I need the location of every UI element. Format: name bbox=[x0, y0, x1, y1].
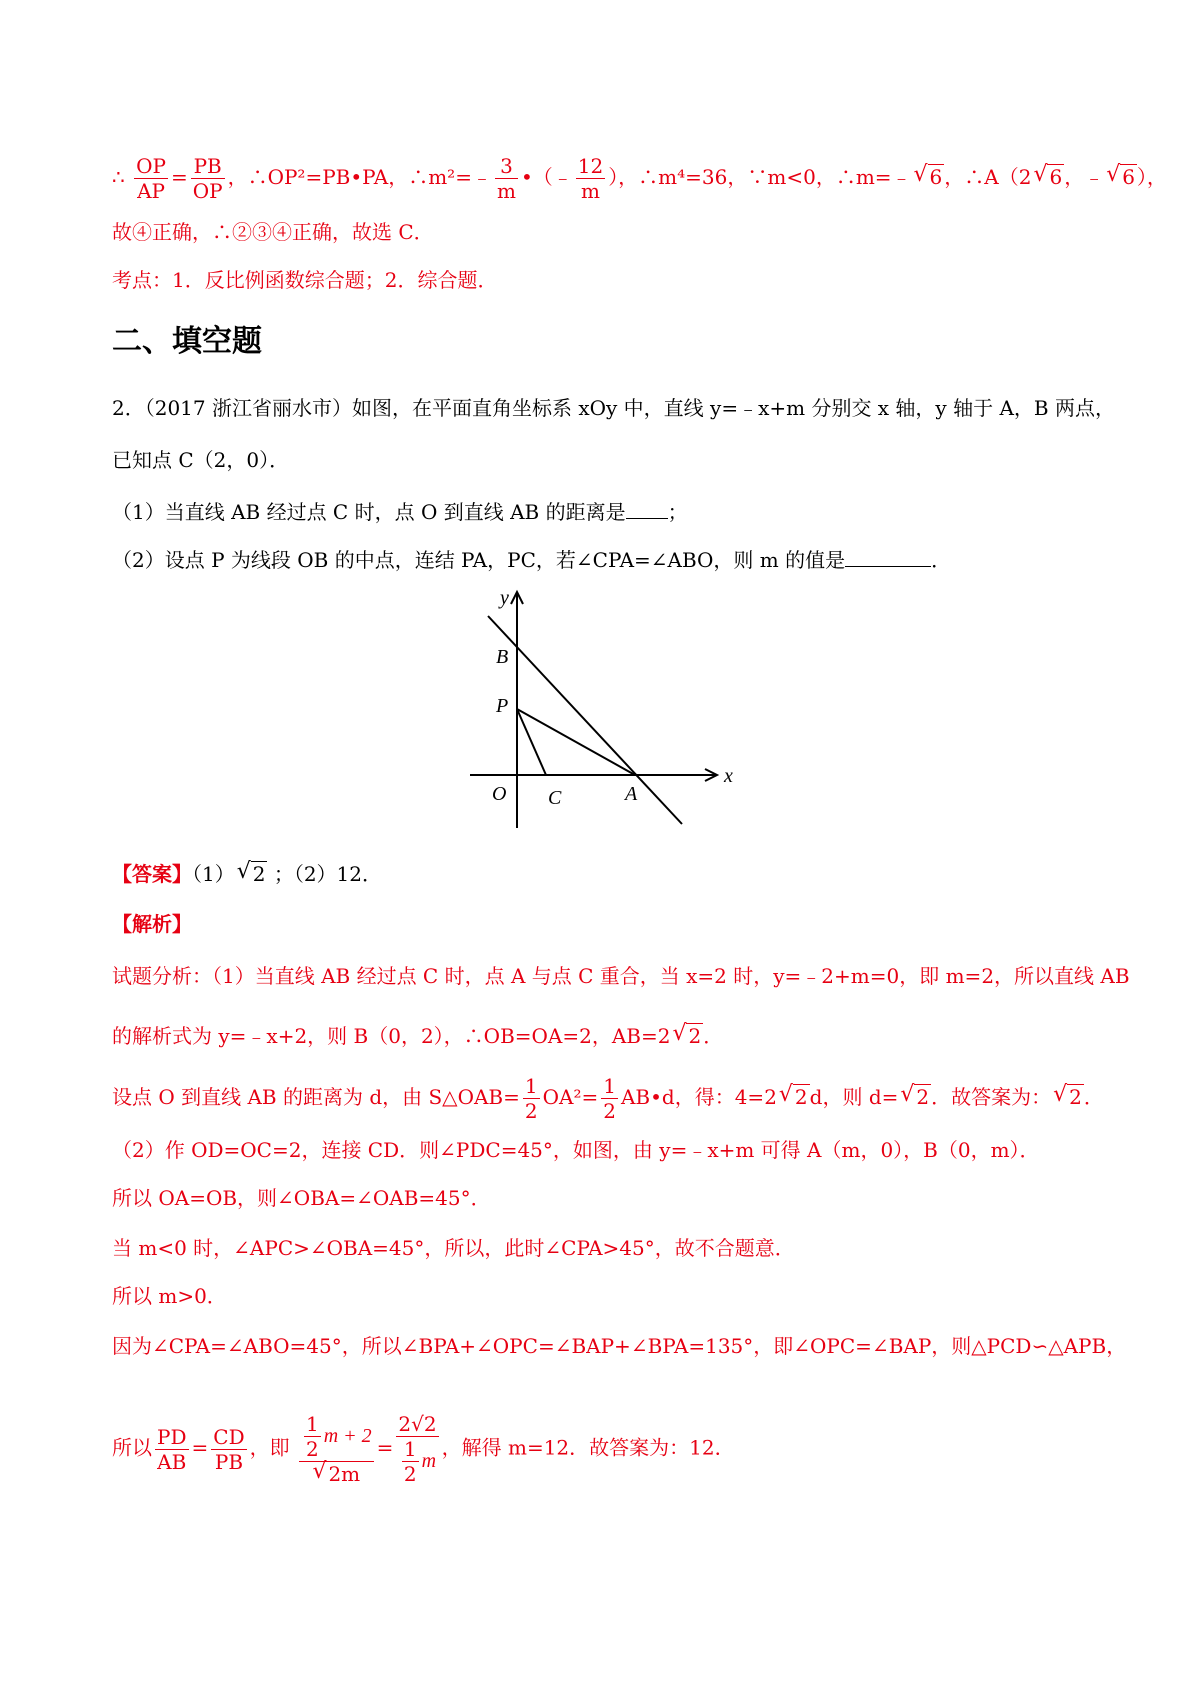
frac-den: AB bbox=[157, 1449, 187, 1474]
text-seg: 设点 O 到直线 AB 的距离为 d，由 S△OAB= bbox=[112, 1085, 520, 1109]
big-fraction-left bbox=[299, 1412, 374, 1486]
sqrt-6 bbox=[1033, 163, 1064, 191]
label-c: C bbox=[548, 787, 562, 809]
sqrt-2 bbox=[779, 1083, 810, 1111]
sqrt-radicand: 2 bbox=[688, 1024, 702, 1048]
text-seg: ． bbox=[1083, 1085, 1104, 1109]
analysis-line8: 因为∠CPA=∠ABO=45°，所以∠BPA+∠OPC=∠BAP+∠BPA=135°，即∠OPC=∠BAP，则△PCD∽△APB， bbox=[112, 1334, 1127, 1358]
sqrt-2m bbox=[312, 1462, 362, 1486]
label-a: A bbox=[625, 783, 638, 805]
problem-line1: 2．（2017 浙江省丽水市）如图，在平面直角坐标系 xOy 中，直线 y=﹣x+m 分别交 x 轴，y 轴于 A，B 两点， bbox=[112, 396, 1115, 420]
big-frac-num: 2√2 bbox=[398, 1412, 437, 1436]
analysis-line6: 当 m<0 时，∠APC>∠OBA=45°，所以，此时∠CPA>45°，故不合题意． bbox=[112, 1236, 795, 1260]
sqrt-6 bbox=[1106, 163, 1137, 191]
q1-text: （1）当直线 AB 经过点 C 时，点 O 到直线 AB 的距离是 bbox=[112, 500, 626, 524]
fraction-op-ap bbox=[134, 154, 168, 203]
q1-end: ； bbox=[667, 500, 688, 524]
fraction-half bbox=[601, 1074, 618, 1123]
text-seg: 的解析式为 y=﹣x+2，则 B（0，2），∴OB=OA=2，AB=2 bbox=[112, 1024, 671, 1048]
fraction-half bbox=[402, 1437, 419, 1486]
answer-line bbox=[112, 860, 382, 888]
frac-num: PD bbox=[157, 1424, 187, 1449]
sqrt-radicand: 2m bbox=[328, 1462, 361, 1486]
frac-num: 3 bbox=[495, 154, 518, 179]
label-p: P bbox=[496, 695, 509, 717]
text-seg: ，﹣ bbox=[1064, 165, 1105, 189]
text-seg: ．故答案为： bbox=[931, 1085, 1052, 1109]
prev-solution-topic: 考点：1．反比例函数综合题；2．综合题． bbox=[112, 268, 498, 292]
prev-solution-line1 bbox=[112, 154, 1167, 203]
analysis-line2 bbox=[112, 1022, 723, 1050]
text-seg: ，∴A（2 bbox=[944, 165, 1032, 189]
problem-q1 bbox=[112, 496, 688, 526]
q2-text: （2）设点 P 为线段 OB 的中点，连结 PA，PC，若∠CPA=∠ABO，则 m 的值是 bbox=[112, 548, 846, 572]
text-seg: ）， bbox=[1136, 165, 1167, 189]
frac-num: 1 bbox=[403, 1437, 417, 1461]
fraction-pd-ab bbox=[155, 1425, 189, 1474]
big-fraction-right bbox=[396, 1412, 438, 1486]
frac-num: 12 bbox=[577, 154, 604, 178]
problem-q2 bbox=[112, 544, 951, 574]
prev-solution-line2: 故④正确，∴②③④正确，故选 C． bbox=[112, 220, 434, 244]
sqrt-radicand: 6 bbox=[1049, 165, 1063, 189]
frac-den: 2 bbox=[305, 1437, 319, 1461]
fraction-cd-pb bbox=[211, 1425, 246, 1474]
frac-num: 1 bbox=[603, 1074, 616, 1098]
section-title: 二、填空题 bbox=[112, 324, 262, 359]
answer-part1: （1） bbox=[192, 862, 235, 886]
sqrt-radicand: 6 bbox=[1122, 165, 1135, 189]
text-seg: OA²= bbox=[542, 1085, 599, 1109]
frac-den: AP bbox=[137, 179, 165, 203]
fraction-half bbox=[304, 1412, 321, 1461]
text-seg: ，解得 m=12．故答案为：12． bbox=[441, 1435, 735, 1460]
frac-den: m bbox=[580, 179, 600, 203]
answer-tag: 【答案】 bbox=[112, 862, 192, 886]
sqrt-radicand: 2 bbox=[252, 862, 266, 886]
big-frac-den bbox=[299, 1462, 374, 1486]
sqrt-2 bbox=[237, 860, 268, 888]
frac-den: OP bbox=[192, 179, 223, 203]
sqrt-radicand: 2 bbox=[794, 1085, 808, 1109]
sqrt-2 bbox=[1053, 1083, 1084, 1111]
frac-rest: m bbox=[421, 1450, 437, 1472]
label-b: B bbox=[496, 646, 509, 668]
frac-den: m bbox=[496, 179, 516, 203]
text-seg: ，即 bbox=[249, 1435, 290, 1460]
analysis-tag: 【解析】 bbox=[112, 912, 192, 936]
problem-line2: 已知点 C（2，0）． bbox=[112, 448, 290, 472]
text-seg: d，则 d= bbox=[809, 1085, 899, 1109]
frac-den: PB bbox=[214, 1449, 244, 1474]
frac-num: OP bbox=[136, 154, 166, 178]
sqrt-2 bbox=[672, 1022, 703, 1050]
analysis-line7: 所以 m>0． bbox=[112, 1284, 227, 1308]
label-x: x bbox=[724, 765, 733, 787]
label-y: y bbox=[500, 587, 509, 609]
analysis-line1: 试题分析：（1）当直线 AB 经过点 C 时，点 A 与点 C 重合，当 x=2 时，y=﹣2+m=0，即 m=2，所以直线 AB bbox=[112, 964, 1130, 988]
segment-pa bbox=[517, 709, 635, 775]
equals: = bbox=[170, 165, 188, 189]
analysis-line5: 所以 OA=OB，则∠OBA=∠OAB=45°． bbox=[112, 1186, 491, 1210]
frac-den: 2 bbox=[524, 1099, 538, 1123]
answer-part2: ；（2）12． bbox=[273, 862, 383, 886]
sqrt-radicand: 2 bbox=[1069, 1085, 1082, 1109]
text-seg: ），∴m⁴=36，∵m<0，∴m=﹣ bbox=[608, 165, 912, 189]
therefore-sign: ∴ bbox=[112, 165, 125, 189]
text-seg: ，∴OP²=PB•PA，∴m²=﹣ bbox=[227, 165, 492, 189]
frac-num: PB bbox=[191, 154, 225, 179]
frac-num: CD bbox=[213, 1424, 245, 1449]
big-frac-den bbox=[396, 1437, 438, 1486]
frac-num: 1 bbox=[524, 1074, 538, 1098]
fraction-3-m bbox=[495, 154, 518, 203]
text-seg: 所以 bbox=[112, 1435, 152, 1460]
frac-den: 2 bbox=[403, 1462, 417, 1486]
analysis-line4: （2）作 OD=OC=2，连接 CD．则∠PDC=45°，如图，由 y=﹣x+m 可得 A（m，0），B（0，m）． bbox=[112, 1138, 1040, 1162]
analysis-line3 bbox=[112, 1074, 1104, 1123]
coordinate-figure bbox=[460, 582, 750, 832]
fraction-half bbox=[523, 1074, 540, 1123]
sqrt-6 bbox=[914, 163, 945, 191]
frac-num: 1 bbox=[305, 1412, 319, 1436]
analysis-line9 bbox=[112, 1412, 735, 1486]
frac-den: 2 bbox=[603, 1099, 616, 1123]
answer-blank-1[interactable] bbox=[626, 496, 668, 519]
segment-pc bbox=[517, 709, 546, 775]
fraction-pb-op bbox=[191, 154, 225, 203]
q2-end: ． bbox=[931, 548, 952, 572]
fraction-12-m bbox=[576, 154, 605, 203]
sqrt-radicand: 2 bbox=[916, 1085, 930, 1109]
equals: = bbox=[191, 1435, 209, 1460]
text-seg: ． bbox=[703, 1024, 724, 1048]
equals: = bbox=[376, 1435, 394, 1460]
sqrt-2 bbox=[900, 1083, 931, 1111]
label-o: O bbox=[492, 783, 507, 805]
answer-blank-2[interactable] bbox=[845, 544, 931, 567]
text-seg: AB•d，得：4=2 bbox=[620, 1085, 777, 1109]
frac-rest: m + 2 bbox=[323, 1425, 372, 1447]
sqrt-radicand: 6 bbox=[929, 165, 943, 189]
big-frac-num bbox=[299, 1412, 374, 1462]
text-seg: •（﹣ bbox=[520, 165, 573, 189]
